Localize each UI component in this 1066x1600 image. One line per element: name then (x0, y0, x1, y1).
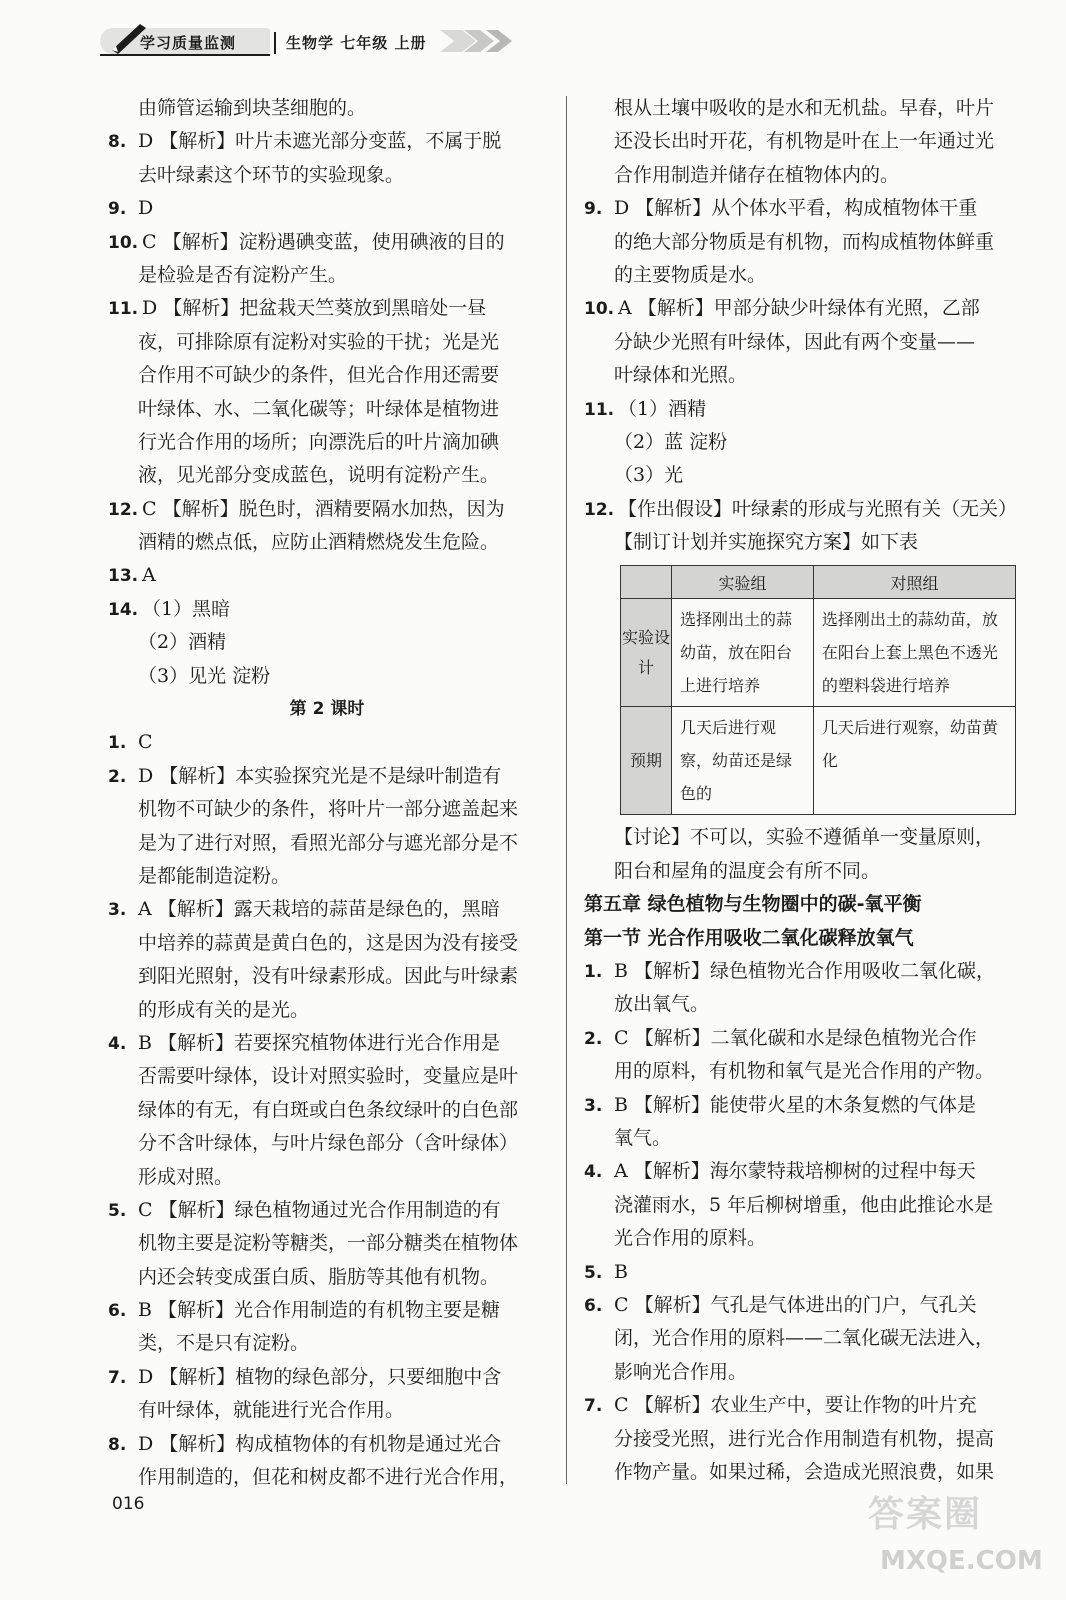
line-text: 叶绿体、水、二氧化碳等；叶绿体是植物进 (138, 397, 500, 420)
line-text: C 【解析】绿色植物通过光合作用制造的有 (138, 1198, 501, 1221)
text-line (108, 1161, 546, 1194)
line-text: A (142, 564, 156, 587)
line-text: 用的原料，有机物和氧气是光合作用的产物。 (614, 1060, 995, 1083)
text-line (108, 159, 546, 192)
text-line (584, 125, 1024, 158)
question-number: 7. (108, 1367, 127, 1388)
line-text: A 【解析】露天栽培的蒜苗是绿色的，黑暗 (138, 898, 500, 921)
table-cell: 几天后进行观察，幼苗黄化 (813, 707, 1015, 815)
question-number: 10. (108, 232, 139, 253)
page-header (100, 18, 530, 54)
text-line (584, 821, 1024, 854)
text-line (108, 793, 546, 826)
question-number: 6. (108, 1301, 127, 1322)
line-text: A 【解析】海尔蒙特栽培柳树的过程中每天 (614, 1160, 976, 1183)
page-number: 016 (112, 1494, 145, 1514)
question-number: 11. (108, 299, 139, 320)
header-series-title: 学习质量监测 (140, 34, 237, 52)
line-text: C (138, 731, 153, 754)
line-text: 的主要物质是水。 (614, 263, 767, 286)
text-line (108, 1461, 546, 1494)
line-text: 内还会转变成蛋白质、脂肪等其他有机物。 (138, 1265, 500, 1288)
line-text: B (614, 1260, 628, 1283)
line-text: B 【解析】若要探究植物体进行光合作用是 (138, 1031, 501, 1054)
text-line (108, 125, 546, 158)
left-column (108, 92, 546, 1494)
line-text: 液，见光部分变成蓝色，说明有淀粉产生。 (138, 464, 500, 487)
line-text: （1）黑暗 (142, 597, 231, 620)
text-line (584, 988, 1024, 1021)
line-text: D 【解析】叶片未遮光部分变蓝，不属于脱 (138, 130, 502, 153)
text-line (108, 459, 546, 492)
text-line (108, 927, 546, 960)
line-text: 是检验是否有淀粉产生。 (138, 263, 348, 286)
question-number: 14. (108, 599, 139, 620)
question-number: 2. (108, 766, 127, 787)
text-line (108, 1327, 546, 1360)
table-cell: 选择刚出土的蒜幼苗，放在阳台上套上黑色不透光的塑料袋进行培养 (813, 599, 1015, 707)
text-line (108, 827, 546, 860)
section-subheading (108, 693, 546, 726)
table-row-head-design: 实验设计 (621, 599, 672, 707)
line-text: 否需要叶绿体，设计对照实验时，变量应是叶 (138, 1065, 519, 1088)
text-line (108, 292, 546, 325)
line-text: 由筛管运输到块茎细胞的。 (138, 97, 367, 119)
question-number: 5. (584, 1262, 603, 1283)
line-text: 合作用制造并储存在植物体内的。 (614, 163, 900, 186)
line-text: 酒精的燃点低，应防止酒精燃烧发生危险。 (138, 531, 500, 554)
question-number: 7. (584, 1396, 603, 1417)
header-separator (274, 32, 276, 54)
line-text: D 【解析】把盆栽天竺葵放到黑暗处一昼 (142, 297, 487, 320)
table-cell: 选择刚出土的蒜幼苗，放在阳台上进行培养 (672, 599, 814, 707)
chevron-arrows-icon (440, 26, 520, 56)
text-line (108, 359, 546, 392)
text-line (108, 994, 546, 1027)
text-line (584, 1322, 1024, 1355)
line-text: 闭，光合作用的原料——二氧化碳无法进入， (614, 1327, 995, 1350)
question-number: 8. (108, 1434, 127, 1455)
header-subject: 生物学 七年级 上册 (286, 34, 427, 52)
line-text: D 【解析】植物的绿色部分，只要细胞中含 (138, 1365, 502, 1388)
question-number: 1. (108, 733, 127, 754)
text-line (584, 159, 1024, 192)
line-text: C 【解析】淀粉遇碘变蓝，使用碘液的目的 (142, 230, 505, 253)
line-text: 类，不是只有淀粉。 (138, 1332, 310, 1355)
question-number: 2. (584, 1028, 603, 1049)
text-line (584, 1289, 1024, 1322)
line-text: 机物不可缺少的条件，将叶片一部分遮盖起来 (138, 798, 519, 821)
text-line (584, 359, 1024, 392)
text-line (108, 526, 546, 559)
question-number: 3. (108, 900, 127, 921)
text-line (108, 1027, 546, 1060)
text-line (584, 259, 1024, 292)
question-number: 11. (584, 399, 615, 420)
line-text: （3）见光 淀粉 (138, 664, 271, 687)
text-line (108, 1194, 546, 1227)
text-line (108, 92, 546, 125)
line-text: 还没长出时开花，有机物是叶在上一年通过光 (614, 130, 995, 153)
text-line (108, 426, 546, 459)
line-text: 分不含叶绿体，与叶片绿色部分（含叶绿体） (138, 1132, 519, 1155)
line-text: B 【解析】绿色植物光合作用吸收二氧化碳， (614, 960, 996, 983)
line-text: C 【解析】农业生产中，要让作物的叶片充 (614, 1394, 977, 1417)
line-text: 氧气。 (614, 1126, 672, 1149)
question-number: 10. (584, 299, 615, 320)
text-line (584, 1222, 1024, 1255)
text-line (584, 955, 1024, 988)
line-text: 阳台和屋角的温度会有所不同。 (614, 859, 881, 882)
text-line (108, 192, 546, 225)
line-text: 第 2 课时 (289, 699, 365, 720)
table-cell: 几天后进行观察，幼苗还是绿色的 (672, 707, 814, 815)
text-line (108, 1094, 546, 1127)
question-number: 4. (108, 1033, 127, 1054)
line-text: 【作出假设】叶绿素的形成与光照有关（无关） (618, 497, 1018, 520)
question-number: 12. (584, 499, 615, 520)
text-line (108, 1227, 546, 1260)
text-line (584, 1456, 1024, 1489)
right-column (584, 92, 1024, 1489)
table-header-experiment: 实验组 (672, 566, 814, 599)
text-line (108, 326, 546, 359)
text-line (584, 326, 1024, 359)
text-line (108, 1127, 546, 1160)
line-text: 【制订计划并实施探究方案】如下表 (614, 531, 919, 554)
line-text: 光合作用的原料。 (614, 1227, 767, 1250)
text-line (584, 393, 1024, 426)
chapter-heading (584, 888, 1024, 921)
line-text: 第一节 光合作用吸收二氧化碳释放氧气 (584, 926, 914, 949)
text-line (108, 1060, 546, 1093)
line-text: D 【解析】构成植物体的有机物是通过光合 (138, 1432, 502, 1455)
text-line (108, 226, 546, 259)
line-text: 的绝大部分物质是有机物，而构成植物体鲜重 (614, 230, 995, 253)
line-text: 中培养的蒜黄是黄白色的，这是因为没有接受 (138, 931, 519, 954)
text-line (584, 426, 1024, 459)
right-top-block (584, 92, 1024, 559)
line-text: A 【解析】甲部分缺少叶绿体有光照，乙部 (618, 297, 980, 320)
text-line (584, 292, 1024, 325)
text-line (584, 1122, 1024, 1155)
text-line (584, 1022, 1024, 1055)
line-text: 叶绿体和光照。 (614, 364, 748, 387)
question-number: 3. (584, 1095, 603, 1116)
question-number: 5. (108, 1200, 127, 1221)
line-text: 行光合作用的场所；向漂洗后的叶片滴加碘 (138, 430, 500, 453)
line-text: C 【解析】气孔是气体进出的门户，气孔关 (614, 1293, 977, 1316)
text-line (108, 893, 546, 926)
line-text: 放出氧气。 (614, 993, 710, 1016)
text-line (108, 559, 546, 592)
text-line (584, 192, 1024, 225)
text-line (584, 92, 1024, 125)
text-line (584, 1089, 1024, 1122)
table-corner (621, 566, 672, 599)
table-header-control: 对照组 (813, 566, 1015, 599)
question-number: 12. (108, 499, 139, 520)
text-line (108, 960, 546, 993)
text-line (584, 1256, 1024, 1289)
line-text: B 【解析】能使带火星的木条复燃的气体是 (614, 1093, 977, 1116)
line-text: 影响光合作用。 (614, 1360, 748, 1383)
text-line (108, 726, 546, 759)
line-text: 第五章 绿色植物与生物圈中的碳-氧平衡 (584, 893, 922, 916)
chapter-heading (584, 922, 1024, 955)
text-line (584, 493, 1024, 526)
line-text: 到阳光照射，没有叶绿素形成。因此与叶绿素 (138, 965, 519, 988)
line-text: D (138, 197, 154, 220)
line-text: 机物主要是淀粉等糖类，一部分糖类在植物体 (138, 1232, 519, 1255)
right-bottom-block (584, 821, 1024, 1489)
line-text: 根从土壤中吸收的是水和无机盐。早春，叶片 (614, 97, 995, 119)
question-number: 1. (584, 962, 603, 983)
line-text: （2）蓝 淀粉 (614, 430, 728, 453)
line-text: C 【解析】脱色时，酒精要隔水加热，因为 (142, 497, 505, 520)
experiment-table (620, 565, 1016, 815)
text-line (108, 1361, 546, 1394)
line-text: （1）酒精 (618, 397, 707, 420)
text-line (108, 1428, 546, 1461)
text-line (584, 526, 1024, 559)
text-line (584, 226, 1024, 259)
line-text: 有叶绿体，就能进行光合作用。 (138, 1399, 405, 1422)
text-line (108, 760, 546, 793)
line-text: 【讨论】不可以，实验不遵循单一变量原则， (614, 826, 995, 849)
text-line (108, 1261, 546, 1294)
line-text: 是为了进行对照，看照光部分与遮光部分是不 (138, 831, 519, 854)
text-line (584, 1423, 1024, 1456)
text-line (108, 860, 546, 893)
table-row-head-expectation: 预期 (621, 707, 672, 815)
text-line (108, 259, 546, 292)
line-text: 浇灌雨水，5 年后柳树增重，他由此推论水是 (614, 1193, 994, 1216)
line-text: 作物产量。如果过稀，会造成光照浪费，如果 (614, 1460, 995, 1483)
text-line (108, 1394, 546, 1427)
watermark-url: MXQE.COM (880, 1546, 1043, 1576)
line-text: 的形成有关的是光。 (138, 998, 310, 1021)
question-number: 8. (108, 132, 127, 153)
text-line (108, 493, 546, 526)
column-divider (566, 96, 567, 1484)
text-line (108, 593, 546, 626)
line-text: （2）酒精 (138, 631, 227, 654)
text-line (584, 1155, 1024, 1188)
line-text: 合作用不可缺少的条件，但光合作用还需要 (138, 364, 500, 387)
line-text: （3）光 (614, 464, 684, 487)
header-underline (100, 54, 270, 56)
line-text: D 【解析】从个体水平看，构成植物体干重 (614, 197, 978, 220)
line-text: 是都能制造淀粉。 (138, 864, 291, 887)
text-line (584, 1055, 1024, 1088)
line-text: D 【解析】本实验探究光是不是绿叶制造有 (138, 764, 502, 787)
question-number: 13. (108, 566, 139, 587)
text-line (108, 626, 546, 659)
text-line (108, 393, 546, 426)
line-text: 形成对照。 (138, 1165, 234, 1188)
watermark-logo: 答案圈 (868, 1494, 983, 1535)
text-line (584, 855, 1024, 888)
line-text: 分缺少光照有叶绿体，因此有两个变量—— (614, 330, 976, 353)
text-line (584, 459, 1024, 492)
question-number: 6. (584, 1295, 603, 1316)
text-line (108, 660, 546, 693)
line-text: 去叶绿素这个环节的实验现象。 (138, 163, 405, 186)
question-number: 9. (584, 199, 603, 220)
question-number: 9. (108, 199, 127, 220)
line-text: B 【解析】光合作用制造的有机物主要是糖 (138, 1299, 501, 1322)
text-line (584, 1356, 1024, 1389)
text-line (108, 1294, 546, 1327)
line-text: 作用制造的，但花和树皮都不进行光合作用， (138, 1466, 519, 1489)
line-text: 绿体的有无，有白斑或白色条纹绿叶的白色部 (138, 1098, 519, 1121)
line-text: 夜，可排除原有淀粉对实验的干扰；光是光 (138, 330, 500, 353)
text-line (584, 1389, 1024, 1422)
question-number: 4. (584, 1162, 603, 1183)
line-text: 分接受光照，进行光合作用制造有机物，提高 (614, 1427, 995, 1450)
text-line (584, 1189, 1024, 1222)
line-text: C 【解析】二氧化碳和水是绿色植物光合作 (614, 1026, 977, 1049)
